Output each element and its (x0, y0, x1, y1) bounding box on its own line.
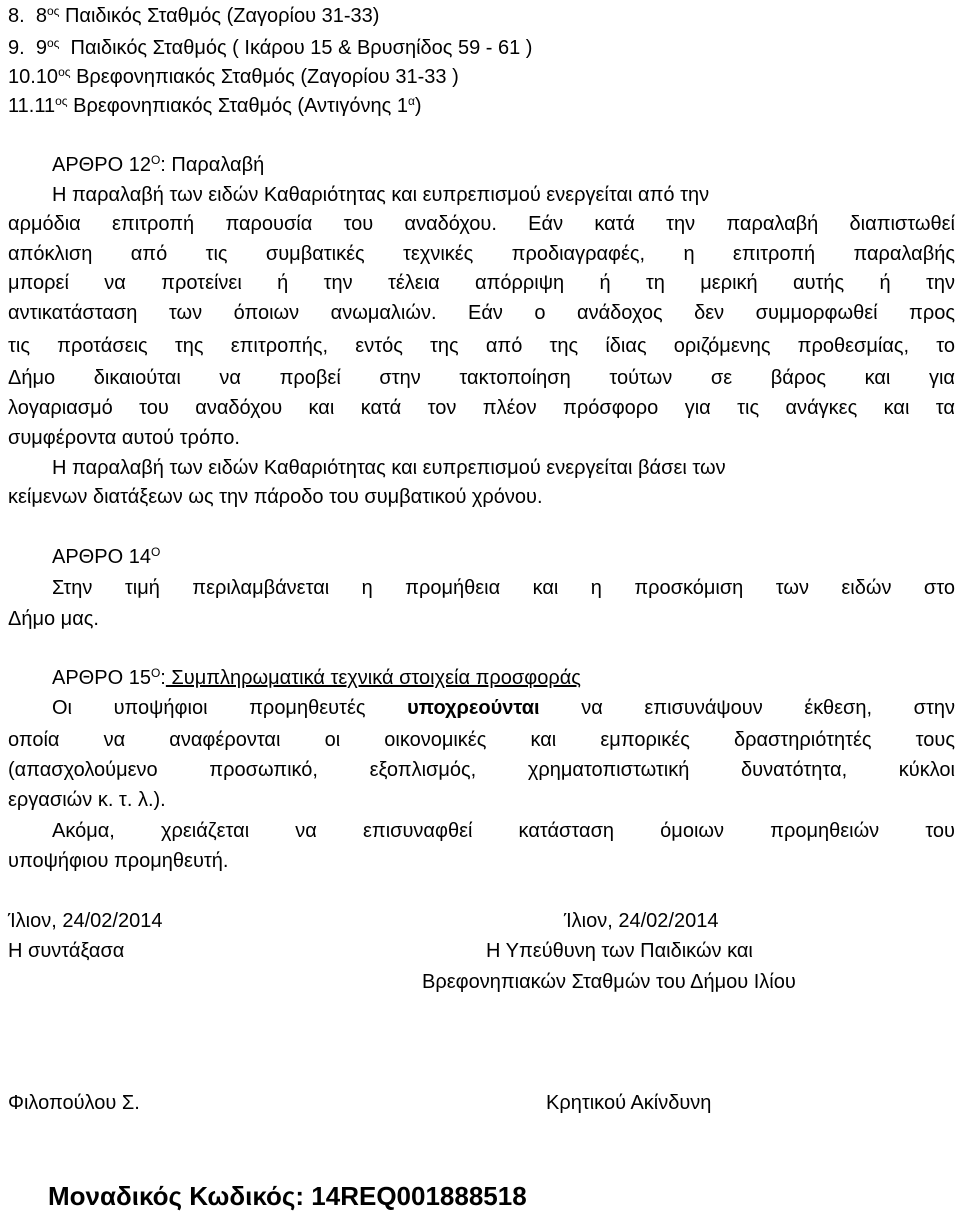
list-item-11: $11.11^{o\varsigma}$ Βρεφονηπιακός Σταθμός (Αντιγόνης $1^\alpha$) (8, 94, 422, 117)
article-14-line: Δήμο μας. (8, 608, 99, 630)
left-role: Η συντάξασα (8, 940, 125, 962)
article-12-line: Δήμο δικαιούται να προβεί στην τακτοποίηση τούτων σε βάρος και για (8, 367, 955, 389)
article-12-line: αρμόδια επιτροπή παρουσία του αναδόχου. Εάν κατά την παραλαβή διαπιστωθεί (8, 213, 955, 235)
article-12-line: συμφέροντα αυτού τρόπο. (8, 427, 240, 449)
article-15-line: (απασχολούμενο προσωπικό, εξοπλισμός, χρηματοπιστωτική δυνατότητα, κύκλοι (8, 759, 955, 781)
unique-code: Μοναδικός Κωδικός: 14REQ001888518 (48, 1181, 527, 1211)
article-14-heading: ΑΡΘΡΟ $14^O$ (52, 545, 161, 568)
article-12-heading: ΑΡΘΡΟ $12^O$: Παραλαβή (52, 153, 265, 176)
right-date: Ίλιον, 24/02/2014 (564, 910, 719, 932)
article-14-line: Στην τιμή περιλαμβάνεται η προμήθεια και η προσκόμιση των ειδών στο (52, 577, 955, 599)
list-item-9: 9. $9^{o\varsigma}$ Παιδικός Σταθμός ( Ικάρου 15 & Βρυσηίδος 59 - 61 ) (8, 36, 533, 59)
left-signatory-name: Φιλοπούλου Σ. (8, 1092, 140, 1114)
right-role: Βρεφονηπιακών Σταθμών του Δήμου Ιλίου (422, 971, 796, 993)
article-12-line: αντικατάσταση των όποιων ανωμαλιών. Εάν ο ανάδοχος δεν συμμορφωθεί προς (8, 302, 955, 324)
article-15-line: Οι υποψήφιοι προμηθευτές υποχρεούνται να επισυνάψουν έκθεση, στην (52, 697, 955, 719)
right-signatory-name: Κρητικού Ακίνδυνη (546, 1092, 712, 1114)
article-12-line: τις προτάσεις της επιτροπής, εντός της από της ίδιας οριζόμενης προθεσμίας, το (8, 335, 955, 357)
article-12-line: Η παραλαβή των ειδών Καθαριότητας και ευπρεπισμού ενεργείται από την (52, 184, 710, 206)
article-12-line: απόκλιση από τις συμβατικές τεχνικές προδιαγραφές, η επιτροπή παραλαβής (8, 243, 955, 265)
article-15-line: υποψήφιου προμηθευτή. (8, 850, 229, 872)
left-date: Ίλιον, 24/02/2014 (8, 910, 163, 932)
article-12-para2: κείμενων διατάξεων ως την πάροδο του συμβατικού χρόνου. (8, 486, 543, 508)
list-item-10: $10.10^{o\varsigma}$ Βρεφονηπιακός Σταθμός (Ζαγορίου 31-33 ) (8, 65, 459, 88)
right-role: Η Υπεύθυνη των Παιδικών και (486, 940, 753, 962)
article-15-line: οποία να αναφέρονται οι οικονομικές και εμπορικές δραστηριότητές τους (8, 729, 955, 751)
article-12-line: λογαριασμό του αναδόχου και κατά τον πλέον πρόσφορο για τις ανάγκες και τα (8, 397, 955, 419)
article-12-line: μπορεί να προτείνει ή την τέλεια απόρριψη ή τη μερική αυτής ή την (8, 272, 955, 294)
article-15-line: Ακόμα, χρειάζεται να επισυναφθεί κατάσταση όμοιων προμηθειών του (52, 820, 955, 842)
article-15-heading: ΑΡΘΡΟ $15^O$: Συμπληρωματικά τεχνικά στοιχεία προσφοράς (52, 666, 581, 689)
list-item-8: 8. $8^{o\varsigma}$ Παιδικός Σταθμός (Ζαγορίου 31-33) (8, 4, 380, 27)
article-15-line: εργασιών κ. τ. λ.). (8, 789, 166, 811)
article-12-para2: Η παραλαβή των ειδών Καθαριότητας και ευπρεπισμού ενεργείται βάσει των (52, 457, 726, 479)
